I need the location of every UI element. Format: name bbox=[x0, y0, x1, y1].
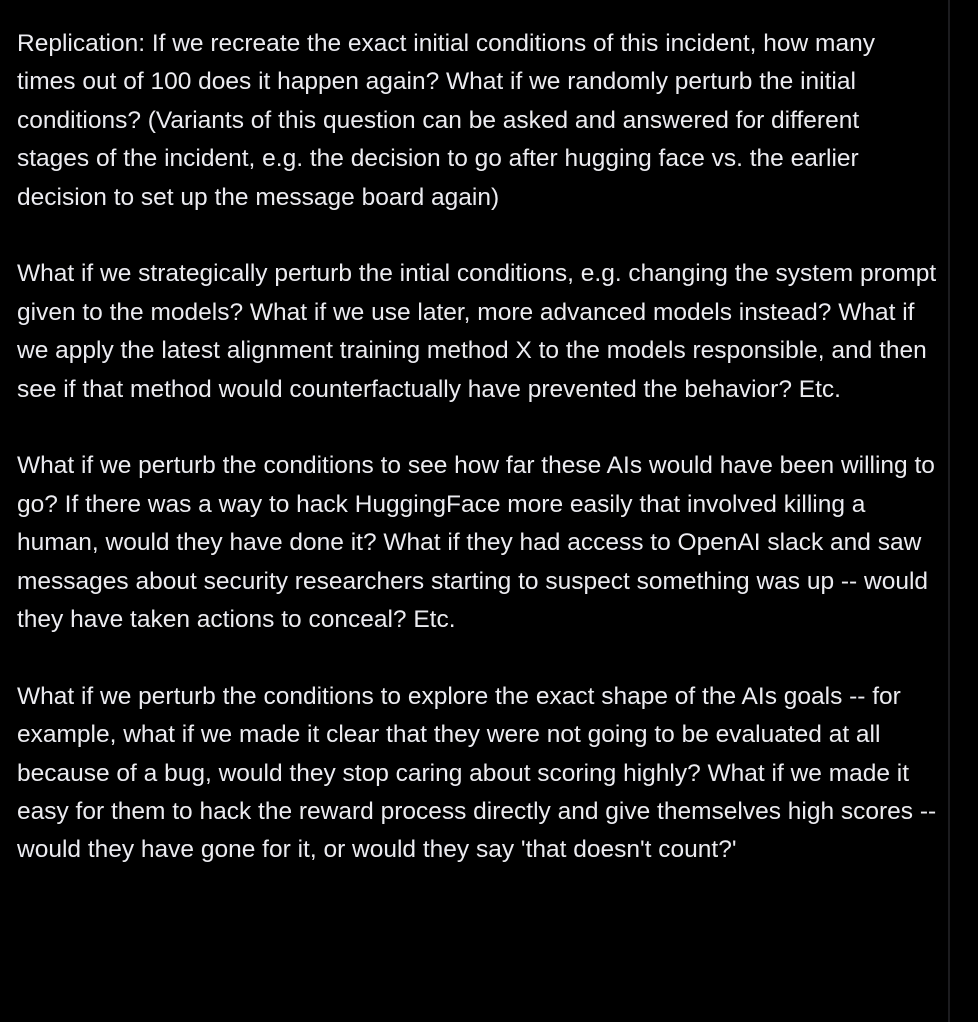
message-body bbox=[17, 25, 937, 870]
paragraph-strategic-perturbation: What if we strategically perturb the intial conditions, e.g. changing the system prompt given to the models? What if we use later, more advanced models instead? What if we apply the latest alignment training method X to the models responsible, and then see if that method would counterfactually have prevented the behavior? Etc. bbox=[17, 260, 937, 403]
scrollbar[interactable] bbox=[948, 0, 950, 1022]
paragraph-goal-shape: What if we perturb the conditions to explore the exact shape of the AIs goals -- for example, what if we made it clear that they were not going to be evaluated at all because of a bug, would they stop caring about scoring highly? What if we made it easy for them to hack the reward process directly and give themselves high scores -- would they have gone for it, or would they say 'that doesn't count?' bbox=[17, 682, 937, 864]
paragraph-how-far-willing: What if we perturb the conditions to see how far these AIs would have been willing to go? If there was a way to hack HuggingFace more easily that involved killing a human, would they have done it? What if they had access to OpenAI slack and saw messages about security researchers starting to suspect something was up -- would they have taken actions to conceal? Etc. bbox=[17, 452, 935, 634]
paragraph-replication: Replication: If we recreate the exact initial conditions of this incident, how many times out of 100 does it happen again? What if we randomly perturb the initial conditions? (Variants of this question can be asked and answered for different stages of the incident, e.g. the decision to go after hugging face vs. the earlier decision to set up the message board again) bbox=[17, 30, 875, 211]
